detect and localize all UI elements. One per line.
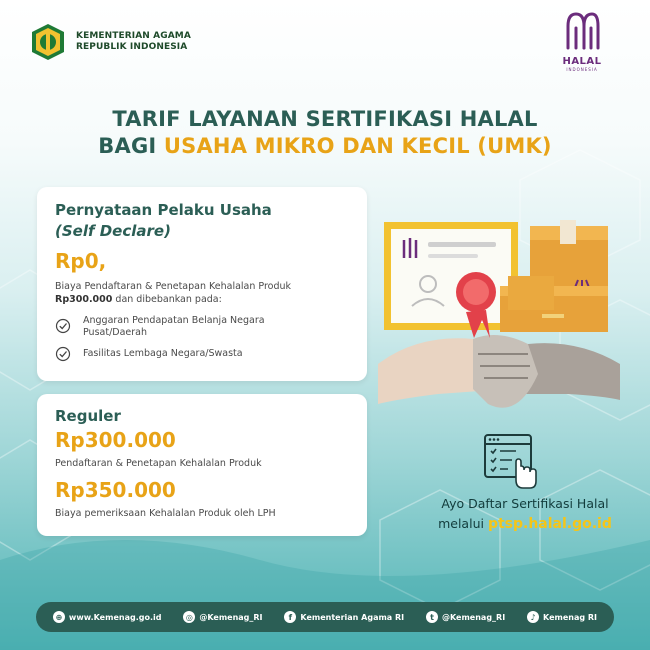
headline-line1: TARIF LAYANAN SERTIFIKASI HALAL	[112, 107, 538, 131]
footer-tiktok-label: Kemenag RI	[543, 612, 598, 622]
halal-subtext: INDONESIA	[566, 67, 598, 72]
self-declare-desc-line2	[55, 293, 291, 306]
ministry-name-line2: REPUBLIK INDONESIA	[76, 42, 188, 52]
reguler-price-inspection: Rp350.000	[55, 478, 176, 502]
cta-line2	[380, 514, 650, 534]
footer-website-link[interactable]	[53, 611, 162, 623]
funding-item-2: Fasilitas Lembaga Negara/Swasta	[83, 348, 243, 359]
facebook-icon: f	[284, 611, 296, 623]
headline	[0, 106, 650, 160]
halal-word: HALAL	[562, 56, 602, 67]
halal-emblem-icon	[562, 8, 602, 54]
cta-line2-prefix: melalui	[438, 516, 488, 531]
ministry-header	[28, 22, 191, 62]
self-declare-desc-amount: Rp300.000	[55, 294, 113, 305]
halal-logo	[548, 8, 616, 80]
ministry-name-line1: KEMENTERIAN AGAMA	[76, 31, 191, 41]
self-declare-price: Rp0,	[55, 249, 107, 273]
online-form-icon	[482, 432, 540, 490]
footer-instagram-label: @Kemenag_RI	[199, 612, 263, 622]
reguler-title: Reguler	[55, 407, 121, 425]
footer-instagram-link[interactable]	[183, 611, 262, 623]
check-circle-icon	[55, 346, 71, 362]
self-declare-desc-suffix: dan dibebankan pada:	[112, 294, 222, 305]
self-declare-description	[55, 280, 291, 306]
globe-icon: ⊕	[53, 611, 65, 623]
self-declare-desc-line1: Biaya Pendaftaran & Penetapan Kehalalan Produk	[55, 281, 292, 292]
footer-tiktok-link[interactable]	[527, 611, 597, 623]
kemenag-logo-icon	[28, 22, 68, 62]
footer-social-bar	[36, 602, 614, 632]
reguler-desc-inspection: Biaya pemeriksaan Kehalalan Produk oleh LPH	[55, 508, 276, 519]
footer-twitter-link[interactable]	[426, 611, 505, 623]
self-declare-subtitle: (Self Declare)	[55, 222, 171, 240]
self-declare-title: Pernyataan Pelaku Usaha	[55, 201, 272, 219]
cta-text	[380, 494, 650, 534]
headline-line2	[0, 133, 650, 160]
certificate-handshake-illustration	[378, 214, 620, 426]
headline-line2-prefix: BAGI	[98, 134, 164, 158]
headline-line2-accent: USAHA MIKRO DAN KECIL (UMK)	[163, 134, 552, 158]
twitter-icon: t	[426, 611, 438, 623]
funding-item-1	[83, 315, 265, 339]
reguler-desc-registration: Pendaftaran & Penetapan Kehalalan Produk	[55, 458, 262, 469]
footer-website-label: www.Kemenag.go.id	[68, 612, 162, 622]
registration-link[interactable]: ptsp.halal.go.id	[487, 516, 612, 532]
instagram-icon: ◎	[183, 611, 195, 623]
funding-item-1-line2: Pusat/Daerah	[83, 327, 148, 338]
footer-facebook-label: Kementerian Agama RI	[300, 612, 405, 622]
footer-twitter-label: @Kemenag_RI	[441, 612, 506, 622]
check-circle-icon	[55, 318, 71, 334]
reguler-price-registration: Rp300.000	[55, 428, 176, 452]
self-declare-card	[37, 187, 367, 381]
footer-facebook-link[interactable]	[284, 611, 404, 623]
tiktok-icon: ♪	[527, 611, 539, 623]
funding-item-1-line1: Anggaran Pendapatan Belanja Negara	[83, 315, 265, 326]
reguler-card	[37, 394, 367, 536]
cta-line1: Ayo Daftar Sertifikasi Halal	[441, 496, 609, 511]
